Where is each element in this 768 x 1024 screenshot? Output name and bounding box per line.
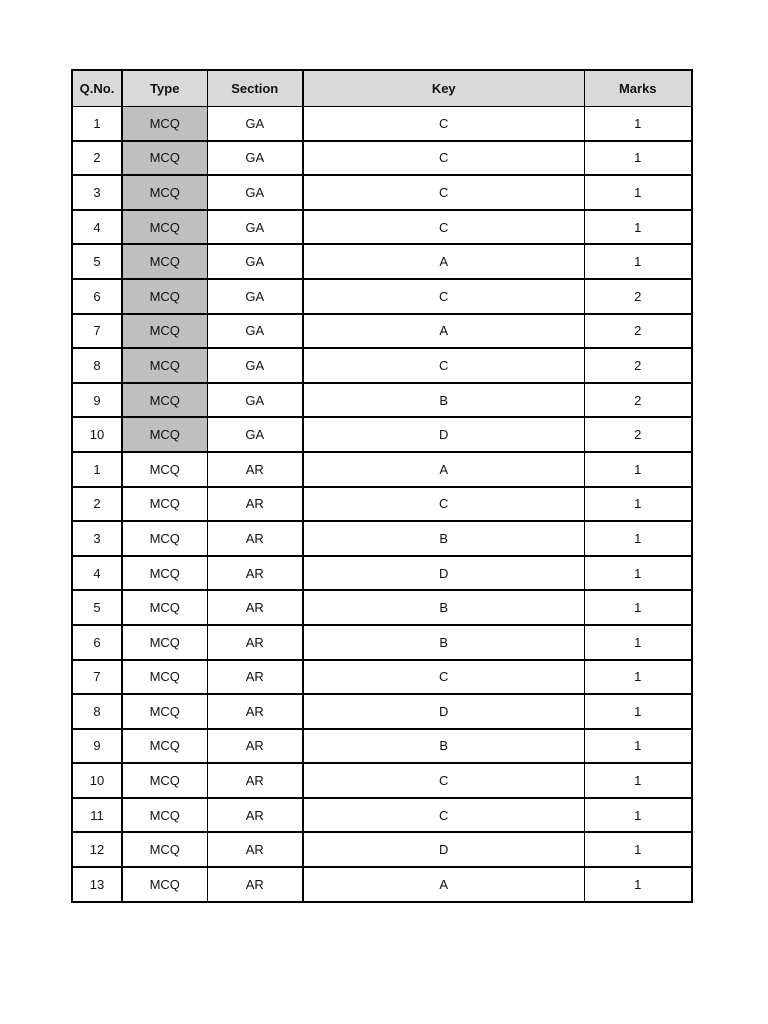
table-row xyxy=(72,763,692,798)
cell-marks: 1 xyxy=(584,660,692,695)
cell-key: C xyxy=(303,660,584,695)
cell-key: C xyxy=(303,763,584,798)
answer-key-sheet xyxy=(71,69,693,903)
table-row xyxy=(72,244,692,279)
cell-key: D xyxy=(303,832,584,867)
cell-section: GA xyxy=(207,210,303,245)
cell-marks: 2 xyxy=(584,417,692,452)
table-row xyxy=(72,279,692,314)
cell-type: MCQ xyxy=(122,867,207,902)
cell-type: MCQ xyxy=(122,417,207,452)
cell-type: MCQ xyxy=(122,660,207,695)
cell-qno: 1 xyxy=(72,452,122,487)
cell-section: AR xyxy=(207,867,303,902)
cell-key: C xyxy=(303,106,584,141)
table-row xyxy=(72,625,692,660)
cell-marks: 2 xyxy=(584,314,692,349)
cell-qno: 5 xyxy=(72,244,122,279)
cell-key: B xyxy=(303,625,584,660)
cell-key: C xyxy=(303,279,584,314)
cell-type: MCQ xyxy=(122,106,207,141)
cell-type: MCQ xyxy=(122,798,207,833)
cell-section: AR xyxy=(207,694,303,729)
cell-marks: 1 xyxy=(584,141,692,176)
cell-qno: 10 xyxy=(72,417,122,452)
cell-marks: 1 xyxy=(584,590,692,625)
table-header xyxy=(72,70,692,106)
cell-type: MCQ xyxy=(122,314,207,349)
cell-qno: 8 xyxy=(72,348,122,383)
cell-section: GA xyxy=(207,383,303,418)
cell-marks: 1 xyxy=(584,521,692,556)
cell-key: D xyxy=(303,556,584,591)
cell-marks: 1 xyxy=(584,729,692,764)
cell-qno: 3 xyxy=(72,175,122,210)
cell-key: C xyxy=(303,487,584,522)
cell-section: GA xyxy=(207,279,303,314)
cell-section: AR xyxy=(207,625,303,660)
table-row xyxy=(72,452,692,487)
table-row xyxy=(72,141,692,176)
cell-type: MCQ xyxy=(122,729,207,764)
cell-type: MCQ xyxy=(122,556,207,591)
cell-qno: 4 xyxy=(72,556,122,591)
table-row xyxy=(72,175,692,210)
table-row xyxy=(72,694,692,729)
cell-qno: 1 xyxy=(72,106,122,141)
cell-marks: 1 xyxy=(584,175,692,210)
cell-section: GA xyxy=(207,244,303,279)
table-row xyxy=(72,521,692,556)
table-row xyxy=(72,832,692,867)
cell-section: GA xyxy=(207,141,303,176)
cell-marks: 2 xyxy=(584,348,692,383)
cell-qno: 6 xyxy=(72,625,122,660)
cell-key: A xyxy=(303,314,584,349)
cell-key: B xyxy=(303,590,584,625)
cell-section: GA xyxy=(207,417,303,452)
cell-qno: 13 xyxy=(72,867,122,902)
cell-marks: 1 xyxy=(584,210,692,245)
cell-key: A xyxy=(303,867,584,902)
cell-qno: 2 xyxy=(72,141,122,176)
cell-qno: 9 xyxy=(72,383,122,418)
cell-section: AR xyxy=(207,763,303,798)
cell-key: B xyxy=(303,729,584,764)
cell-key: A xyxy=(303,244,584,279)
cell-qno: 3 xyxy=(72,521,122,556)
cell-key: C xyxy=(303,798,584,833)
table-row xyxy=(72,210,692,245)
cell-type: MCQ xyxy=(122,452,207,487)
cell-type: MCQ xyxy=(122,521,207,556)
cell-section: AR xyxy=(207,487,303,522)
cell-section: AR xyxy=(207,798,303,833)
table-row xyxy=(72,660,692,695)
cell-key: D xyxy=(303,417,584,452)
table-row xyxy=(72,556,692,591)
table-row xyxy=(72,314,692,349)
cell-marks: 2 xyxy=(584,279,692,314)
cell-marks: 1 xyxy=(584,452,692,487)
table-row xyxy=(72,487,692,522)
table-row xyxy=(72,798,692,833)
cell-qno: 8 xyxy=(72,694,122,729)
cell-section: AR xyxy=(207,556,303,591)
answer-key-table xyxy=(71,69,693,903)
cell-marks: 1 xyxy=(584,106,692,141)
header-type: Type xyxy=(122,70,207,106)
cell-marks: 2 xyxy=(584,383,692,418)
cell-section: GA xyxy=(207,314,303,349)
cell-qno: 2 xyxy=(72,487,122,522)
table-row xyxy=(72,417,692,452)
cell-marks: 1 xyxy=(584,556,692,591)
cell-marks: 1 xyxy=(584,625,692,660)
header-section: Section xyxy=(207,70,303,106)
cell-qno: 7 xyxy=(72,660,122,695)
cell-qno: 4 xyxy=(72,210,122,245)
cell-section: AR xyxy=(207,729,303,764)
cell-marks: 1 xyxy=(584,867,692,902)
table-body xyxy=(72,106,692,902)
table-row xyxy=(72,348,692,383)
cell-type: MCQ xyxy=(122,210,207,245)
cell-qno: 9 xyxy=(72,729,122,764)
cell-qno: 11 xyxy=(72,798,122,833)
cell-section: AR xyxy=(207,452,303,487)
cell-marks: 1 xyxy=(584,694,692,729)
cell-marks: 1 xyxy=(584,487,692,522)
table-row xyxy=(72,729,692,764)
cell-type: MCQ xyxy=(122,175,207,210)
cell-section: AR xyxy=(207,832,303,867)
cell-type: MCQ xyxy=(122,625,207,660)
table-row xyxy=(72,590,692,625)
cell-key: C xyxy=(303,210,584,245)
cell-marks: 1 xyxy=(584,763,692,798)
cell-type: MCQ xyxy=(122,244,207,279)
table-row xyxy=(72,867,692,902)
cell-type: MCQ xyxy=(122,694,207,729)
cell-qno: 7 xyxy=(72,314,122,349)
cell-type: MCQ xyxy=(122,141,207,176)
cell-qno: 12 xyxy=(72,832,122,867)
cell-key: C xyxy=(303,141,584,176)
cell-type: MCQ xyxy=(122,763,207,798)
cell-type: MCQ xyxy=(122,590,207,625)
header-marks: Marks xyxy=(584,70,692,106)
table-row xyxy=(72,383,692,418)
cell-key: C xyxy=(303,175,584,210)
cell-qno: 10 xyxy=(72,763,122,798)
cell-key: A xyxy=(303,452,584,487)
cell-type: MCQ xyxy=(122,383,207,418)
cell-type: MCQ xyxy=(122,348,207,383)
cell-key: B xyxy=(303,383,584,418)
cell-section: AR xyxy=(207,521,303,556)
cell-qno: 5 xyxy=(72,590,122,625)
cell-marks: 1 xyxy=(584,798,692,833)
cell-section: AR xyxy=(207,590,303,625)
cell-marks: 1 xyxy=(584,244,692,279)
cell-section: GA xyxy=(207,106,303,141)
cell-key: C xyxy=(303,348,584,383)
cell-key: D xyxy=(303,694,584,729)
cell-key: B xyxy=(303,521,584,556)
cell-type: MCQ xyxy=(122,279,207,314)
cell-type: MCQ xyxy=(122,832,207,867)
cell-section: GA xyxy=(207,348,303,383)
cell-type: MCQ xyxy=(122,487,207,522)
table-row xyxy=(72,106,692,141)
header-row xyxy=(72,70,692,106)
cell-section: GA xyxy=(207,175,303,210)
header-key: Key xyxy=(303,70,584,106)
cell-qno: 6 xyxy=(72,279,122,314)
header-qno: Q.No. xyxy=(72,70,122,106)
cell-marks: 1 xyxy=(584,832,692,867)
cell-section: AR xyxy=(207,660,303,695)
